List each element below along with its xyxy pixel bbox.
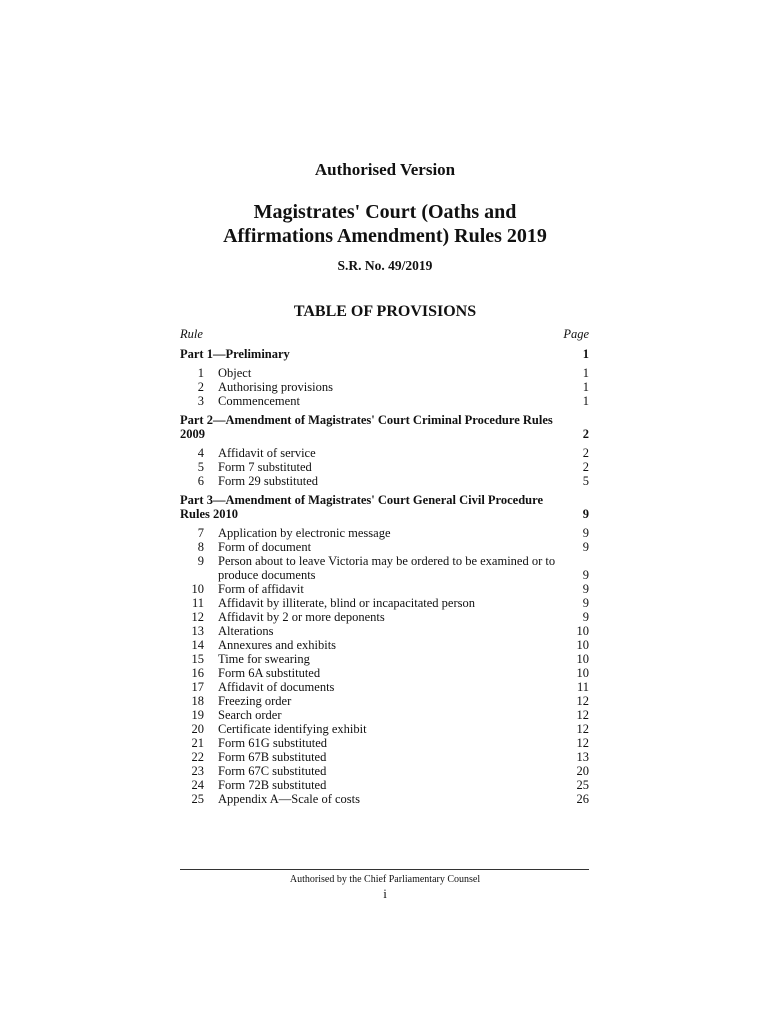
- authorised-version-label: Authorised Version: [314, 160, 456, 179]
- toc-rule-entry[interactable]: [180, 380, 589, 394]
- rule-page-number: 1: [582, 394, 589, 408]
- rule-title: Form of document: [218, 540, 312, 554]
- rule-page-number: 26: [576, 792, 589, 806]
- rule-page-number: 9: [582, 526, 589, 540]
- rule-number: 16: [191, 666, 204, 680]
- rule-title: Form 7 substituted: [218, 460, 312, 474]
- rule-number: 7: [197, 526, 204, 540]
- rule-page-number: 12: [576, 736, 589, 750]
- rule-title: Form 29 substituted: [218, 474, 319, 488]
- rule-number: 23: [191, 764, 204, 778]
- rule-title: Form 67B substituted: [218, 750, 327, 764]
- toc-rule-entry[interactable]: [180, 736, 589, 750]
- rule-page-number: 9: [582, 610, 589, 624]
- toc-rule-entry[interactable]: [180, 366, 589, 380]
- toc-rule-entry[interactable]: [180, 596, 589, 610]
- rule-title: Certificate identifying exhibit: [218, 722, 367, 736]
- rule-title: Application by electronic message: [218, 526, 391, 540]
- part-page-number: 9: [582, 507, 589, 521]
- rule-title: Form 61G substituted: [218, 736, 328, 750]
- rule-page-number: 2: [582, 446, 589, 460]
- rule-page-number: 9: [582, 582, 589, 596]
- rule-page-number: 10: [576, 666, 589, 680]
- rule-page-number: 12: [576, 722, 589, 736]
- part-title: Part 2—Amendment of Magistrates' Court Criminal Procedure Rules 2009: [180, 413, 553, 441]
- rule-page-number: 12: [576, 708, 589, 722]
- rule-title: Form of affidavit: [218, 582, 304, 596]
- rule-number: 2: [197, 380, 204, 394]
- rule-number: 11: [191, 596, 204, 610]
- rule-number: 3: [197, 394, 204, 408]
- rule-page-number: 9: [582, 568, 589, 582]
- toc-rule-list: [180, 366, 589, 408]
- rule-number: 13: [191, 624, 204, 638]
- rule-page-number: 25: [576, 778, 589, 792]
- toc-rule-entry[interactable]: [180, 750, 589, 764]
- rule-number: 21: [191, 736, 204, 750]
- rule-page-number: 12: [576, 694, 589, 708]
- toc-rule-entry[interactable]: [180, 460, 589, 474]
- toc-rule-entry[interactable]: [180, 652, 589, 666]
- toc-rule-entry[interactable]: [180, 722, 589, 736]
- toc-rule-entry[interactable]: [180, 474, 589, 488]
- part-title: Part 3—Amendment of Magistrates' Court General Civil Procedure Rules 2010: [180, 493, 544, 521]
- rule-page-number: 20: [576, 764, 589, 778]
- toc-rule-entry[interactable]: [180, 554, 589, 582]
- toc-rule-entry[interactable]: [180, 394, 589, 408]
- toc-rule-entry[interactable]: [180, 610, 589, 624]
- rule-page-number: 1: [582, 380, 589, 394]
- rule-title: Object: [218, 366, 252, 380]
- toc-rule-entry[interactable]: [180, 694, 589, 708]
- toc-rule-entry[interactable]: [180, 638, 589, 652]
- toc-rule-entry[interactable]: [180, 582, 589, 596]
- toc-rule-entry[interactable]: [180, 624, 589, 638]
- rule-number: 17: [191, 680, 204, 694]
- rule-number: 22: [191, 750, 204, 764]
- rule-page-number: 10: [576, 652, 589, 666]
- toc-part-heading[interactable]: [180, 413, 589, 441]
- toc-part-heading[interactable]: [180, 493, 589, 521]
- rule-page-number: 13: [576, 750, 589, 764]
- rule-title: Annexures and exhibits: [218, 638, 337, 652]
- toc-rule-list: [180, 446, 589, 488]
- page-number: i: [383, 886, 387, 901]
- rule-page-number: 2: [582, 460, 589, 474]
- rule-title: Form 6A substituted: [218, 666, 321, 680]
- rule-number: 8: [197, 540, 204, 554]
- rule-title: Appendix A—Scale of costs: [218, 792, 360, 806]
- rule-title: Affidavit by 2 or more deponents: [218, 610, 385, 624]
- rule-page-number: 1: [582, 366, 589, 380]
- rule-page-number: 10: [576, 638, 589, 652]
- rule-title: Commencement: [218, 394, 300, 408]
- document-title-text: Magistrates' Court (Oaths and Affirmations Amendment) Rules 2019: [223, 201, 547, 247]
- rule-page-number: 10: [576, 624, 589, 638]
- document-title: [0, 200, 770, 248]
- rule-title: Form 67C substituted: [218, 764, 327, 778]
- toc-rule-entry[interactable]: [180, 446, 589, 460]
- toc-rule-entry[interactable]: [180, 526, 589, 540]
- toc-heading: TABLE OF PROVISIONS: [293, 303, 477, 320]
- toc-rule-entry[interactable]: [180, 540, 589, 554]
- rule-number: 9: [197, 554, 204, 568]
- rule-page-number: 9: [582, 596, 589, 610]
- statutory-rule-number: S.R. No. 49/2019: [337, 258, 433, 273]
- rule-title: Search order: [218, 708, 282, 722]
- rule-number: 10: [191, 582, 204, 596]
- rule-number: 19: [191, 708, 204, 722]
- rule-title: Alterations: [218, 624, 274, 638]
- rule-number: 4: [197, 446, 204, 460]
- rule-number: 15: [191, 652, 204, 666]
- toc-part-heading[interactable]: [180, 347, 589, 361]
- toc-rule-entry[interactable]: [180, 708, 589, 722]
- rule-number: 5: [197, 460, 204, 474]
- rule-page-number: 9: [582, 540, 589, 554]
- rule-page-number: 11: [576, 680, 589, 694]
- toc-rule-entry[interactable]: [180, 666, 589, 680]
- toc-rule-entry[interactable]: [180, 792, 589, 806]
- rule-title: Authorising provisions: [218, 380, 333, 394]
- rule-number: 20: [191, 722, 204, 736]
- rule-number: 12: [191, 610, 204, 624]
- footer-text: Authorised by the Chief Parliamentary Counsel: [289, 874, 481, 885]
- rule-column-header: Rule: [180, 327, 203, 341]
- rule-number: 14: [191, 638, 204, 652]
- rule-title: Time for swearing: [218, 652, 310, 666]
- footer-divider: [180, 869, 589, 870]
- rule-title: Affidavit by illiterate, blind or incapacitated person: [218, 596, 475, 610]
- part-page-number: 1: [582, 347, 589, 361]
- rule-number: 18: [191, 694, 204, 708]
- rule-number: 25: [191, 792, 204, 806]
- toc-column-headers: [180, 327, 589, 342]
- page-column-header: Page: [563, 327, 589, 341]
- rule-number: 1: [197, 366, 204, 380]
- toc-rule-entry[interactable]: [180, 764, 589, 778]
- table-of-provisions: [180, 347, 589, 806]
- rule-title: Freezing order: [218, 694, 292, 708]
- rule-title: Affidavit of documents: [218, 680, 335, 694]
- part-title: Part 1—Preliminary: [180, 347, 290, 361]
- rule-page-number: 5: [582, 474, 589, 488]
- rule-title: Form 72B substituted: [218, 778, 327, 792]
- rule-title: Affidavit of service: [218, 446, 316, 460]
- rule-title: Person about to leave Victoria may be ordered to be examined or to produce documents: [218, 554, 556, 582]
- rule-number: 6: [197, 474, 204, 488]
- toc-rule-entry[interactable]: [180, 680, 589, 694]
- rule-number: 24: [191, 778, 204, 792]
- toc-rule-list: [180, 526, 589, 806]
- part-page-number: 2: [582, 427, 589, 441]
- toc-rule-entry[interactable]: [180, 778, 589, 792]
